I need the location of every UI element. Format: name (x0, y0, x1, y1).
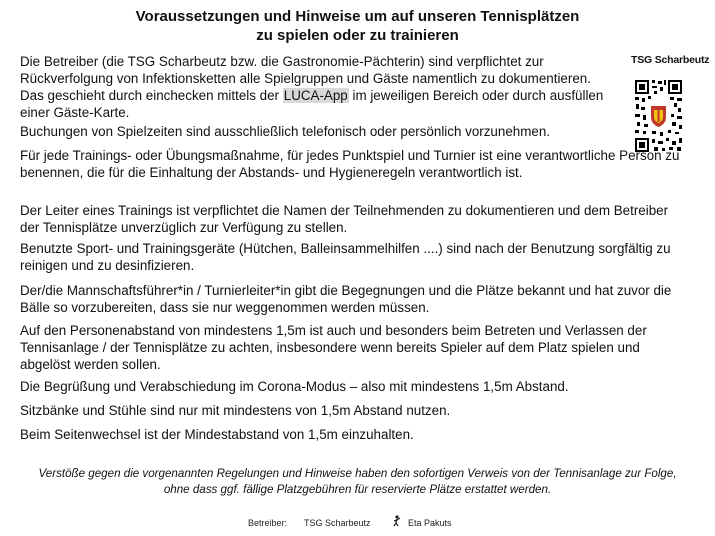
paragraph-greeting: Die Begrüßung und Verabschiedung im Corona-Modus – also mit mindestens 1,5m Abstand. (20, 379, 569, 394)
document-title (0, 7, 715, 45)
paragraph-side-change: Beim Seitenwechsel ist der Mindestabstand von 1,5m einzuhalten. (20, 427, 414, 442)
paragraph-team-captain: Der/die Mannschaftsführer*in / Turnierleiter*in gibt die Begegnungen und die Plätze bekannt und hat zuvor die Bälle so vorzubereiten, dass sie nur weggenommen werden müssen. (20, 283, 672, 315)
paragraph-registration-text-2: im jeweiligen Bereich oder durch ausfüllen einer Gäste-Karte. (20, 88, 604, 120)
paragraph-registration-text-1: Die Betreiber (die TSG Scharbeutz bzw. die Gastronomie-Pächterin) sind verpflichtet zur Rückverfolgung von Infektionsketten alle Spielgruppen und Gäste namentlich zu dokumentieren. Das geschieht durch einchecken mittels der (20, 54, 591, 103)
org-label: TSG Scharbeutz (631, 54, 710, 66)
qr-code-icon (634, 79, 683, 153)
title-line-1: Voraussetzungen und Hinweise um auf unseren Tennisplätzen (135, 8, 580, 25)
paragraph-equipment: Benutzte Sport- und Trainingsgeräte (Hütchen, Balleinsammelhilfen ....) sind nach der Benutzung sorgfältig zu reinigen und zu desinfizieren. (20, 241, 671, 273)
paragraph-registration (20, 53, 615, 121)
paragraph-benches: Sitzbänke und Stühle sind nur mit mindestens von 1,5m Abstand nutzen. (20, 403, 451, 418)
paragraph-booking: Buchungen von Spielzeiten sind ausschließlich telefonisch oder persönlich vorzunehmen. (20, 124, 550, 139)
operator-tsg: TSG Scharbeutz (304, 518, 371, 528)
footer-note: Verstöße gegen die vorgenannten Regelungen und Hinweise haben den sofortigen Verweis von der Tennisanlage zur Folge, ohne dass ggf. fällige Platzgebühren für reservierte Plätze erstattet werden. (38, 467, 677, 496)
paragraph-trainer-duty: Der Leiter eines Trainings ist verpflichtet die Namen der Teilnehmenden zu dokumentieren und dem Betreiber der Tennisplätze unverzüglich zur Verfügung zu stellen. (20, 203, 669, 235)
title-line-2: zu spielen oder zu trainieren (256, 27, 459, 44)
tennis-player-icon (392, 515, 402, 527)
operators-label: Betreiber: (248, 518, 288, 528)
paragraph-distance: Auf den Personenabstand von mindestens 1,5m ist auch und besonders beim Betreten und Verlassen der Tennisanlage / der Tennisplätze zu achten, insbesondere wenn bereits Spieler auf dem Platz spielen und abgelöst werden sollen. (20, 323, 647, 372)
luca-app-highlight: LUCA-App (283, 88, 348, 103)
operator-eta-pakuts: Eta Pakuts (408, 518, 452, 528)
paragraph-responsible-person: Für jede Trainings- oder Übungsmaßnahme, für jedes Punktspiel und Turnier ist eine verantwortliche Person zu benennen, die für die Einhaltung der Abstands- und Hygieneregeln verantwortlich ist. (20, 148, 680, 180)
